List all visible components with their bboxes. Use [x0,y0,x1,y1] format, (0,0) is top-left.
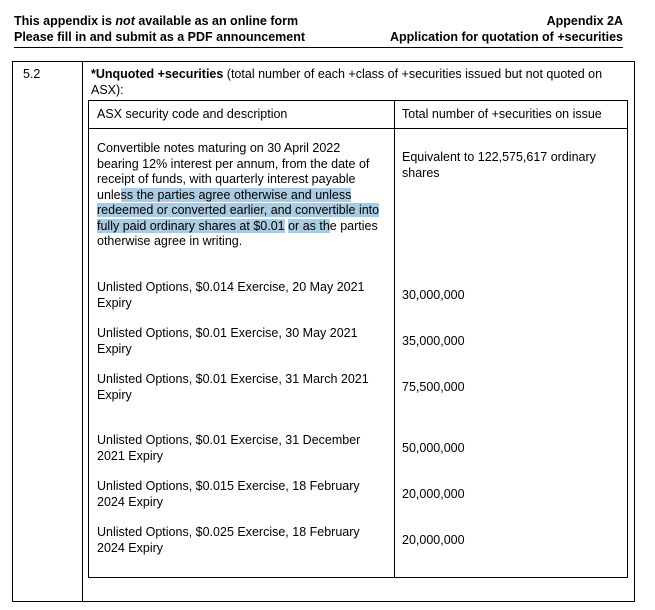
section-column-divider [82,62,83,601]
table-row-total: 35,000,000 [402,334,465,348]
table-row-total: 30,000,000 [402,288,465,302]
table-row-total: 20,000,000 [402,487,465,501]
table-row-description: Unlisted Options, $0.01 Exercise, 30 May 2021 Expiry [97,326,358,356]
page-header [14,14,623,48]
header-left-line1-pre: This appendix is [14,14,116,28]
table-row-description: Unlisted Options, $0.014 Exercise, 20 May 2021 Expiry [97,280,365,310]
header-left [14,14,305,45]
table-column-divider [394,101,395,577]
conv-note-text-1: Convertible notes maturing on 30 April 2022 bearing 12% interest per annum, from the date of receipt of funds, with quarterly interest payable unle [97,141,370,202]
table-header-rule [89,128,627,129]
conv-note-highlight-2: or as th [288,218,330,233]
section-title-bold: *Unquoted +securities [91,67,224,81]
header-left-line2: Please fill in and submit as a PDF announcement [14,29,306,44]
conv-note-text-2: e parties otherwise agree in writing. [97,218,378,248]
section-title [91,66,621,98]
table-row-total: 50,000,000 [402,441,465,455]
table-row-description: Unlisted Options, $0.01 Exercise, 31 March 2021 Expiry [97,372,369,402]
header-left-line1-post: available as an online form [134,14,299,28]
header-right [390,14,623,45]
table-row-description: Unlisted Options, $0.025 Exercise, 18 February 2024 Expiry [97,525,360,555]
convertible-note-total: Equivalent to 122,575,617 ordinary shares [402,150,596,180]
securities-table [88,100,628,578]
appendix-title: Application for quotation of +securities [389,29,623,44]
convertible-note-description [97,141,382,250]
table-row-description: Unlisted Options, $0.01 Exercise, 31 December 2021 Expiry [97,433,361,463]
column-header-description: ASX security code and description [97,107,288,121]
conv-note-highlight-1: ss the parties agree otherwise and unless redeemed or converted earlier, and convertible into fully paid ordinary shares at $0.01 [97,187,380,233]
column-header-total: Total number of +securities on issue [402,107,602,121]
table-row-total: 75,500,000 [402,380,465,394]
section-number: 5.2 [23,67,41,81]
table-row-total: 20,000,000 [402,533,465,547]
appendix-label: Appendix 2A [546,14,623,28]
header-left-line1-em: not [115,14,135,28]
table-row-description: Unlisted Options, $0.015 Exercise, 18 February 2024 Expiry [97,479,360,509]
section-title-rest: (total number of each +class of +securities issued but not quoted on ASX): [91,67,603,97]
header-rule [14,47,623,48]
header-left-line1 [14,14,305,30]
